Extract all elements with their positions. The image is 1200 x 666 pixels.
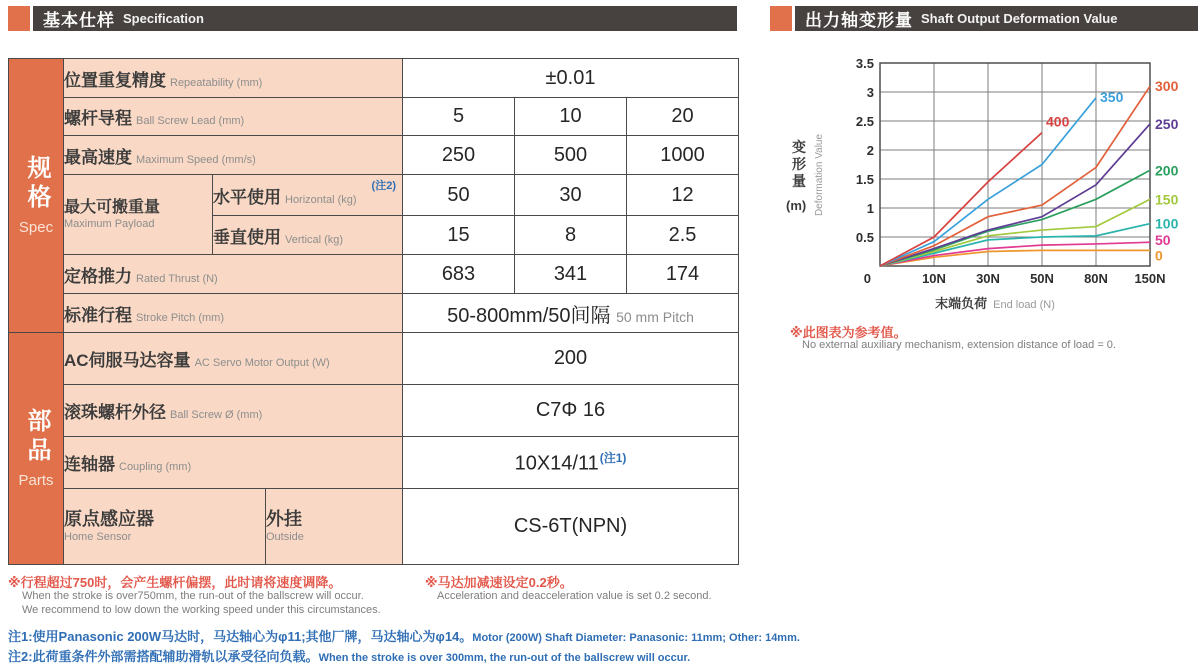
footnote-accel-en: Acceleration and deacceleration value is set 0.2 second. [437,590,712,602]
series-label-200: 200 [1155,162,1179,179]
y-axis-title-zh: 形 [792,156,806,172]
group-band-parts-en: Parts [18,472,54,489]
value-thrust-2: 341 [515,255,627,294]
value-thrust-3: 174 [627,255,739,294]
accent-square [770,6,792,31]
label-horizontal: 水平使用 Horizontal (kg) (注2) [213,175,403,216]
footnote-stroke-en1: When the stroke is over750mm, the run-out of the ballscrew will occur. [22,590,364,602]
left-header-title-en: Specification [123,11,204,26]
note1-ref: (注1) [599,451,627,466]
series-label-150: 150 [1155,191,1179,208]
table-row [9,294,739,333]
note2-ref: (注2) [371,180,396,192]
label-max-speed: 最高速度 Maximum Speed (mm/s) [64,136,403,175]
footnote-note2: 注2:此荷重条件外部需搭配辅助滑轨以承受径向负载。When the stroke is over 300mm, the run-out of the ballscrew will occur. [8,649,691,664]
value-repeatability: ±0.01 [403,59,739,98]
x-tick: 30N [976,271,1000,286]
y-axis-title-zh: 变 [792,139,806,155]
value-vertical-3: 2.5 [627,216,739,255]
y-axis-title-zh: 量 [792,173,806,189]
x-tick: 150N [1134,271,1166,286]
label-stroke-pitch: 标准行程 Stroke Pitch (mm) [64,294,403,333]
right-header-title-zh: 出力轴变形量 [805,11,913,30]
table-row [9,489,739,565]
footnote-note1: 注1:使用Panasonic 200W马达时，马达轴心为φ11;其他厂牌，马达轴心为φ14。Motor (200W) Shaft Diameter: Panasonic: 11mm; Other: 14mm. [8,629,800,644]
group-band-parts-zh: 部品 [23,408,50,466]
x-axis-title: 末端负荷 End load (N) [935,296,1055,311]
x-tick: 50N [1030,271,1054,286]
y-tick: 2 [866,143,874,158]
footnote-stroke-en2: We recommend to low down the working speed under this circumstances. [22,604,381,616]
label-rated-thrust: 定格推力 Rated Thrust (N) [64,255,403,294]
footnote-accel-red: ※马达加减速设定0.2秒。 [425,575,573,590]
left-section-header [8,6,737,31]
y-tick: 3.5 [855,56,874,71]
x-tick: 80N [1084,271,1108,286]
value-lead-10: 10 [515,98,627,136]
value-stroke: 50-800mm/50间隔 50 mm Pitch [403,294,739,333]
table-row [9,385,739,437]
group-band-spec-en: Spec [18,219,54,236]
label-max-payload: 最大可搬重量 Maximum Payload [64,175,213,255]
value-speed-1: 250 [403,136,515,175]
label-outside: 外挂 Outside [266,489,403,565]
table-row [9,175,739,216]
footnote-stroke-red: ※行程超过750时，会产生螺杆偏摆，此时请将速度调降。 [8,575,342,590]
chart-note-red: ※此图表为参考值。 [790,325,907,340]
y-tick: 3 [866,85,874,100]
series-label-100: 100 [1155,215,1179,232]
y-tick: 1.5 [855,172,874,187]
series-label-250: 250 [1155,115,1179,132]
table-row [9,136,739,175]
y-tick-0: 0 [863,271,871,286]
label-home-sensor: 原点感应器 Home Sensor [64,489,266,565]
y-axis-unit: (m) [786,198,807,213]
series-label-350: 350 [1100,88,1124,105]
y-tick: 0.5 [855,230,874,245]
series-label-50: 50 [1155,232,1171,249]
series-label-300: 300 [1155,78,1179,95]
left-header-bar [33,6,737,31]
value-horizontal-1: 50 [403,175,515,216]
value-vertical-2: 8 [515,216,627,255]
table-row [9,437,739,489]
value-home-sensor: CS-6T(NPN) [403,489,739,565]
label-ball-screw-dia: 滚珠螺杆外径 Ball Screw Ø (mm) [64,385,403,437]
table-row [9,333,739,385]
value-speed-3: 1000 [627,136,739,175]
group-band-parts [9,333,64,565]
y-tick: 1 [866,201,874,216]
y-tick: 2.5 [855,114,874,129]
deformation-chart [770,50,1200,340]
left-header-title-zh: 基本仕样 [43,11,115,30]
right-header-bar [795,6,1198,31]
accent-square [8,6,30,31]
label-repeatability: 位置重复精度 Repeatability (mm) [64,59,403,98]
y-axis-title-en: Deformation Value [814,133,825,217]
x-tick: 10N [922,271,946,286]
right-header-title-en: Shaft Output Deformation Value [921,11,1118,26]
chart-note-en: No external auxiliary mechanism, extension distance of load = 0. [802,339,1116,351]
label-vertical: 垂直使用 Vertical (kg) [213,216,403,255]
deformation-chart-svg [770,50,1200,340]
value-lead-5: 5 [403,98,515,136]
value-horizontal-3: 12 [627,175,739,216]
value-coupling: $10X14/11^{(注1)}$ [403,437,739,489]
group-band-spec-zh: 规格 [23,155,50,213]
value-ball-screw-dia: C7Φ 16 [403,385,739,437]
value-vertical-1: 15 [403,216,515,255]
value-thrust-1: 683 [403,255,515,294]
label-servo-output: AC伺服马达容量 AC Servo Motor Output (W) [64,333,403,385]
value-horizontal-2: 30 [515,175,627,216]
table-row [9,59,739,98]
series-label-400: 400 [1046,113,1070,130]
right-section-header [770,6,1198,31]
group-band-spec [9,59,64,333]
label-ball-screw-lead: 螺杆导程 Ball Screw Lead (mm) [64,98,403,136]
specification-table [8,58,739,565]
value-speed-2: 500 [515,136,627,175]
label-coupling: 连轴器 Coupling (mm) [64,437,403,489]
value-lead-20: 20 [627,98,739,136]
table-row [9,98,739,136]
value-servo-output: 200 [403,333,739,385]
table-row [9,255,739,294]
series-label-0: 0 [1155,247,1163,264]
